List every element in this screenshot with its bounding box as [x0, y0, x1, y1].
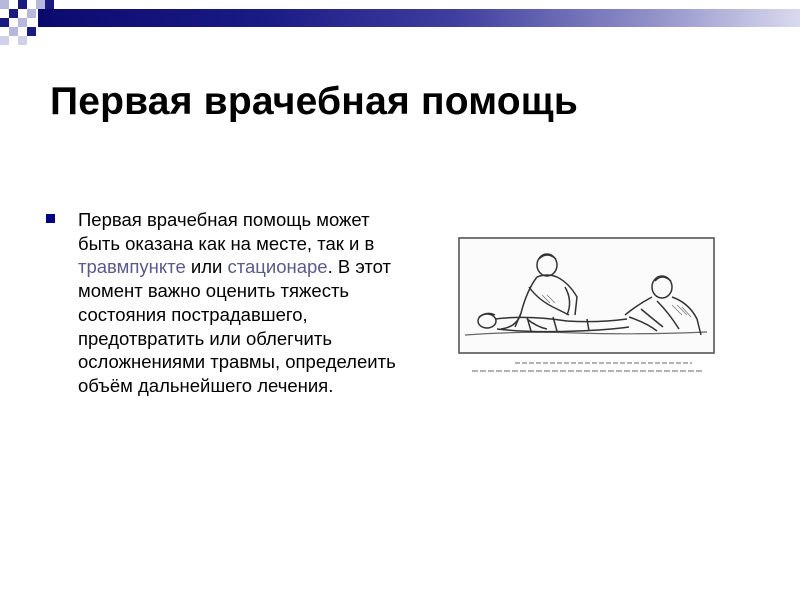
bullet-list — [46, 208, 396, 398]
body-text-part-3: . В этот момент важно оценить тяжесть состояния пострадавшего, предотвратить или облегчить осложнениями травмы, определеить объём дальнейшего лечения. — [78, 256, 396, 396]
title-bar-decoration — [38, 9, 800, 27]
trauma-center-link[interactable]: травмпункте — [78, 256, 186, 278]
bullet-text — [78, 208, 396, 398]
body-text-part-2: или — [185, 256, 228, 278]
square-bullet-icon — [46, 214, 55, 223]
bullet-item — [46, 208, 396, 398]
slide-title: Первая врачебная помощь — [50, 80, 579, 123]
hospital-link[interactable]: стационаре — [227, 256, 328, 278]
first-aid-illustration — [457, 235, 717, 380]
body-text-part-1: Первая врачебная помощь может быть оказана как на месте, так и в — [78, 209, 375, 254]
